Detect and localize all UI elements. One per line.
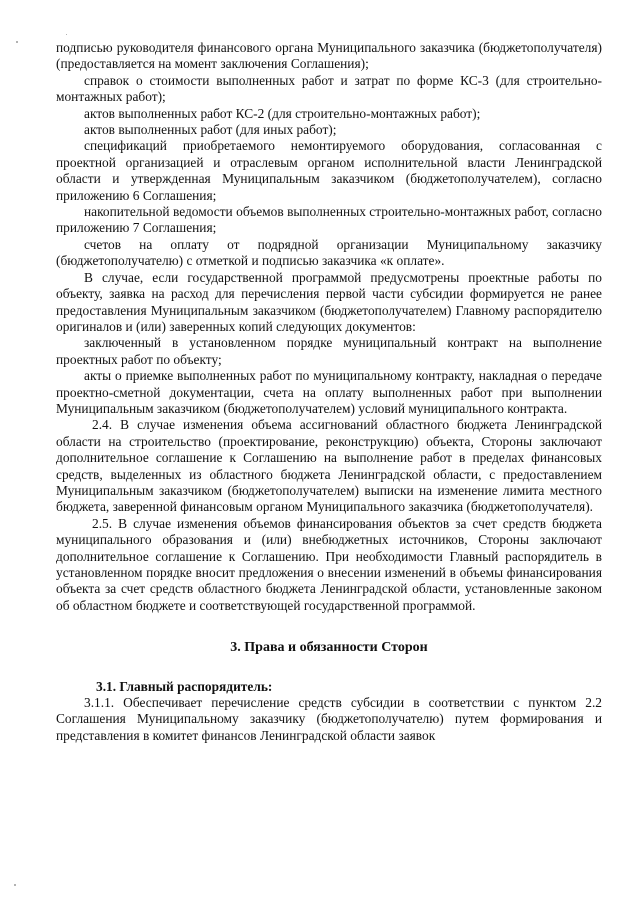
- paragraph: актов выполненных работ КС-2 (для строительно-монтажных работ);: [84, 105, 481, 121]
- scan-speck: [66, 34, 67, 35]
- scan-speck: [14, 884, 16, 886]
- subsection-title: 3.1. Главный распорядитель:: [96, 678, 273, 694]
- paragraph: В случае, если государственной программой предусмотрены проектные работы по объекту, заявка на расход для перечисления первой части субсидии формируется не ранее предоставления Муниципальным заказчиком (бюджетополучателем) Главному распорядителю оригиналов и (или) заверенных копий следующих документов:: [56, 269, 602, 334]
- paragraph: заключенный в установленном порядке муниципальный контракт на выполнение проектных работ по объекту;: [56, 335, 602, 367]
- paragraph: счетов на оплату от подрядной организации Муниципальному заказчику (бюджетополучателю) с отметкой и подписью заказчика «к оплате».: [56, 236, 602, 269]
- paragraph: накопительной ведомости объемов выполненных строительно-монтажных работ, согласно приложению 7 Соглашения;: [56, 204, 602, 236]
- document-body: [56, 40, 602, 744]
- paragraph: 2.5. В случае изменения объемов финансирования объектов за счет средств бюджета муниципального образования и (или) внебюджетных источников, Стороны заключают дополнительное соглашение к Соглашению. При необходимости Главный распорядитель в установленном порядке вносит предложения о внесении изменений в объемы финансирования объекта за счет средств областного бюджета Ленинградской области, установленные законом об областном бюджете и соответствующей государственной программой.: [56, 515, 602, 613]
- paragraph: справок о стоимости выполненных работ и затрат по форме КС-3 (для строительно-монтажных работ);: [56, 72, 602, 105]
- paragraph: подписью руководителя финансового органа Муниципального заказчика (бюджетополучателя) (предоставляется на момент заключения Соглашения);: [56, 40, 602, 72]
- paragraph: 3.1.1. Обеспечивает перечисление средств субсидии в соответствии с пунктом 2.2 Соглашения Муниципальному заказчику (бюджетополучателю) путем формирования и представления в комитет финансов Ленинградской области заявок: [56, 695, 602, 743]
- paragraph: 2.4. В случае изменения объема ассигнований областного бюджета Ленинградской области на строительство (проектирование, реконструкцию) объекта, Стороны заключают дополнительное соглашение к Соглашению на выполнение работ в пределах финансовых средств, выделенных из областного бюджета Ленинградской области, с предоставлением Муниципальным заказчиком (бюджетополучателем) выписки на изменение лимита местного бюджета, заверенной финансовым органом Муниципального заказчика (бюджетополучателя).: [56, 417, 602, 515]
- section-title: 3. Права и обязанности Сторон: [230, 640, 428, 656]
- paragraph: акты о приемке выполненных работ по муниципальному контракту, накладная о передаче проектно-сметной документации, счета на оплату выполненных работ при выполнении Муниципальным заказчиком (бюджетополучателем) условий муниципального контракта.: [56, 368, 602, 416]
- paragraph: спецификаций приобретаемого немонтируемого оборудования, согласованная с проектной организацией и отраслевым органом исполнительной власти Ленинградской области и утвержденная Муниципальным заказчиком (бюджетополучателем), согласно приложению 6 Соглашения;: [56, 138, 602, 203]
- paragraph: актов выполненных работ (для иных работ);: [84, 122, 337, 138]
- scan-speck: [16, 41, 18, 43]
